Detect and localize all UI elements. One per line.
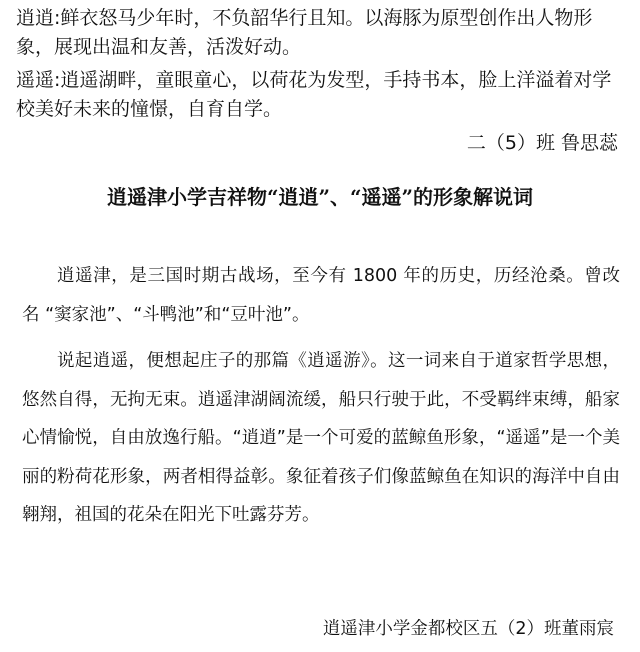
intro-paragraph-yaoyao: 遥遥:逍遥湖畔，童眼童心，以荷花为发型，手持书本，脸上洋溢着对学校美好未来的憧憬，自育自学。	[16, 69, 612, 120]
essay-title: 逍遥津小学吉祥物“逍逍”、“遥遥”的形象解说词	[106, 185, 533, 209]
intro-paragraph-xiaoxiao: 逍逍:鲜衣怒马少年时，不负韶华行且知。以海豚为原型创作出人物形象，展现出温和友善，活泼好动。	[16, 7, 593, 58]
essay-paragraph-1: 逍遥津，是三国时期古战场，至今有 1800 年的历史，历经沧桑。曾改名 “窦家池”、“斗鸭池”和“豆叶池”。	[22, 266, 620, 325]
essay-paragraph-2: 说起逍遥，便想起庄子的那篇《逍遥游》。这一词来自于道家哲学思想，悠然自得，无拘无束。逍遥津湖阔流缓，船只行驶于此，不受羁绊束缚，船家心情愉悦，自由放逸行船。“逍逍”是一个可爱的蓝鲸鱼形象，“遥遥”是一个美丽的粉荷花形象，两者相得益彰。象征着孩子们像蓝鲸鱼在知识的海洋中自由翱翔，祖国的花朵在阳光下吐露芬芳。	[22, 351, 620, 525]
essay-author: 逍遥津小学金都校区五（2）班董雨宸	[322, 619, 614, 639]
intro-author: 二（5）班 鲁思蕊	[466, 132, 618, 154]
